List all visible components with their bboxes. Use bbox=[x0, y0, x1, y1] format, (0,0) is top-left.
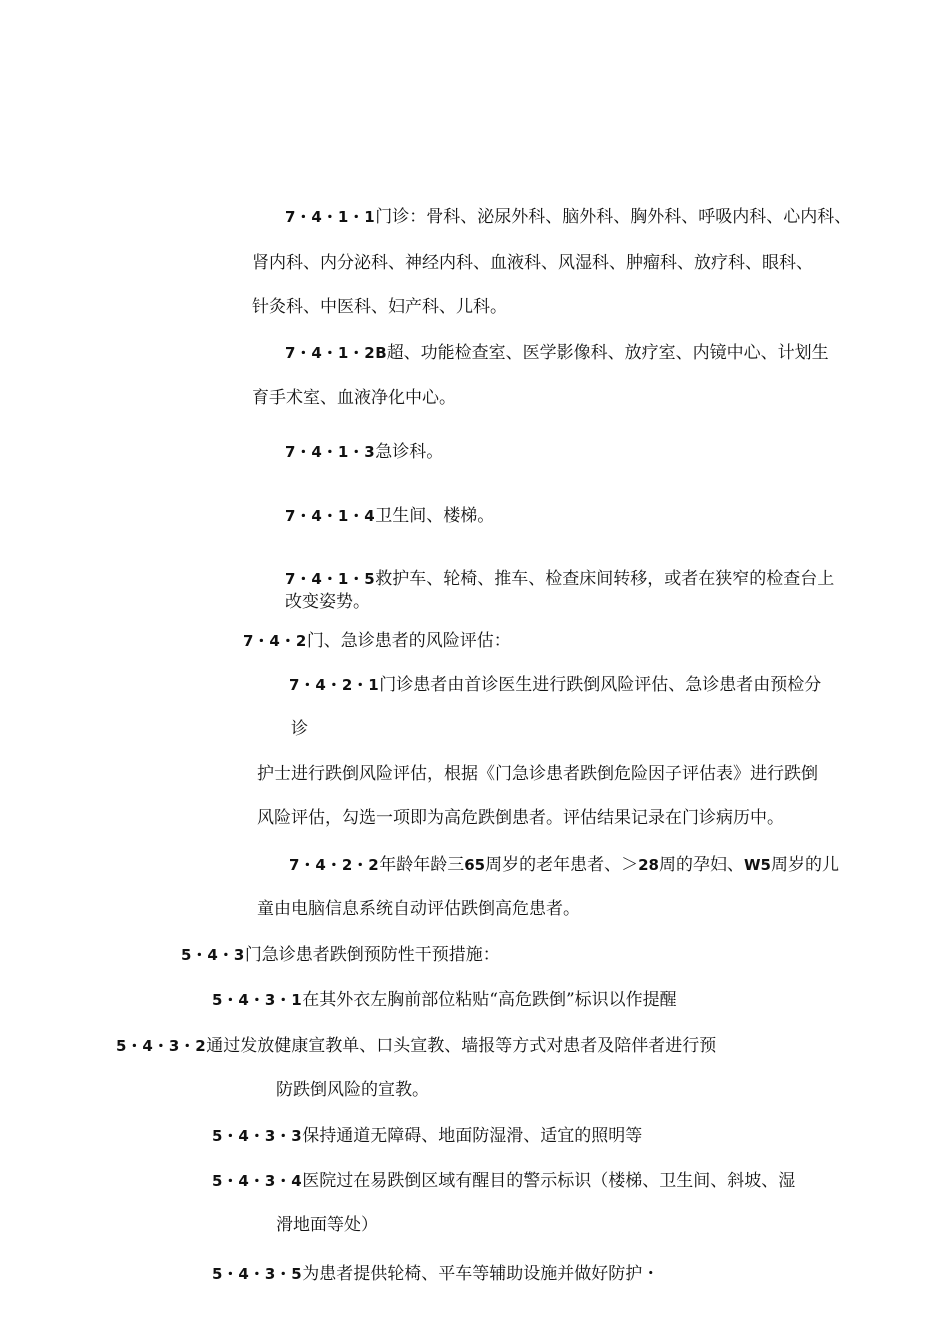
clause-number: 7・4・1・2 bbox=[285, 344, 376, 362]
clause-text: 周的孕妇、 bbox=[659, 855, 744, 875]
clause-7-4-1-1-line-1 bbox=[285, 206, 851, 228]
clause-text: 保持通道无障碍、地面防湿滑、适宜的照明等 bbox=[302, 1126, 643, 1146]
clause-text: 周岁的老年患者、＞ bbox=[485, 855, 639, 875]
clause-text: 周岁的儿 bbox=[770, 855, 839, 875]
clause-5-4-3-4-line-2: 滑地面等处） bbox=[276, 1215, 378, 1235]
clause-text: 卫生间、楼梯。 bbox=[375, 506, 495, 526]
clause-number: 5・4・3・2 bbox=[116, 1037, 207, 1055]
clause-number: 7・4・2・2 bbox=[289, 856, 380, 874]
clause-7-4-1-1-line-2: 肾内科、内分泌科、神经内科、血液科、风湿科、肿瘤科、放疗科、眼科、 bbox=[252, 253, 813, 273]
clause-number: 7・4・1・4 bbox=[285, 507, 376, 525]
age-value: 65 bbox=[464, 856, 486, 874]
clause-text: 门急诊患者跌倒预防性干预措施： bbox=[244, 945, 500, 965]
clause-number: 5・4・3 bbox=[181, 946, 245, 964]
clause-5-4-3 bbox=[181, 944, 500, 966]
clause-text: 救护车、轮椅、推车、检查床间转移，或者在狭窄的检查台上 bbox=[375, 569, 835, 589]
clause-5-4-3-2-line-1 bbox=[116, 1035, 716, 1057]
clause-number: 7・4・2・1 bbox=[289, 676, 380, 694]
clause-5-4-3-4-line-1 bbox=[212, 1170, 795, 1192]
clause-7-4-2 bbox=[243, 630, 511, 652]
clause-number: 7・4・1・5 bbox=[285, 570, 376, 588]
clause-number: 7・4・1・1 bbox=[285, 208, 376, 226]
clause-bold-text: B bbox=[375, 344, 387, 362]
clause-7-4-1-1-line-3: 针灸科、中医科、妇产科、儿科。 bbox=[252, 297, 507, 317]
clause-number: 5・4・3・1 bbox=[212, 991, 303, 1009]
clause-7-4-1-3 bbox=[285, 441, 443, 463]
clause-text: 医院过在易跌倒区域有醒目的警示标识（楼梯、卫生间、斜坡、湿 bbox=[302, 1171, 796, 1191]
clause-text: 门诊：骨科、泌尿外科、脑外科、胸外科、呼吸内科、心内科、 bbox=[375, 207, 852, 227]
clause-5-4-3-2-line-2: 防跌倒风险的宣教。 bbox=[276, 1080, 429, 1100]
clause-text: 年龄年龄三 bbox=[379, 855, 465, 875]
clause-number: 5・4・3・3 bbox=[212, 1127, 303, 1145]
child-age-value: W5 bbox=[744, 856, 771, 874]
clause-7-4-2-1-line-2: 诊 bbox=[291, 719, 308, 739]
clause-7-4-2-2-line-1 bbox=[289, 854, 839, 876]
clause-number: 5・4・3・4 bbox=[212, 1172, 303, 1190]
clause-7-4-2-2-line-2: 童由电脑信息系统自动评估跌倒高危患者。 bbox=[257, 899, 580, 919]
clause-text: 超、功能检查室、医学影像科、放疗室、内镜中心、计划生 bbox=[386, 343, 829, 363]
clause-5-4-3-3 bbox=[212, 1125, 642, 1147]
clause-text: 为患者提供轮椅、平车等辅助设施并做好防护・ bbox=[302, 1264, 660, 1284]
clause-number: 5・4・3・5 bbox=[212, 1265, 303, 1283]
clause-text: 通过发放健康宣教单、口头宣教、墙报等方式对患者及陪伴者进行预 bbox=[206, 1036, 717, 1056]
clause-text: 门、急诊患者的风险评估： bbox=[306, 631, 511, 651]
clause-7-4-2-1-line-3: 护士进行跌倒风险评估，根据《门急诊患者跌倒危险因子评估表》进行跌倒 bbox=[257, 764, 818, 784]
clause-7-4-1-5-line-2: 改变姿势。 bbox=[285, 592, 370, 612]
clause-text: 门诊患者由首诊医生进行跌倒风险评估、急诊患者由预检分 bbox=[379, 675, 822, 695]
clause-7-4-1-5-line-1 bbox=[285, 568, 834, 590]
clause-number: 7・4・1・3 bbox=[285, 443, 376, 461]
clause-7-4-1-4 bbox=[285, 505, 494, 527]
clause-number: 7・4・2 bbox=[243, 632, 307, 650]
clause-5-4-3-1 bbox=[212, 989, 677, 1011]
clause-7-4-2-1-line-4: 风险评估，勾选一项即为高危跌倒患者。评估结果记录在门诊病历中。 bbox=[257, 808, 784, 828]
clause-7-4-1-2-line-2: 育手术室、血液净化中心。 bbox=[252, 388, 456, 408]
clause-7-4-1-2-line-1 bbox=[285, 342, 829, 364]
clause-7-4-2-1-line-1 bbox=[289, 674, 821, 696]
clause-5-4-3-5 bbox=[212, 1263, 659, 1285]
week-value: 28 bbox=[638, 856, 659, 874]
clause-text: 在其外衣左胸前部位粘贴“高危跌倒”标识以作提醒 bbox=[302, 990, 677, 1010]
clause-text: 急诊科。 bbox=[375, 442, 444, 462]
